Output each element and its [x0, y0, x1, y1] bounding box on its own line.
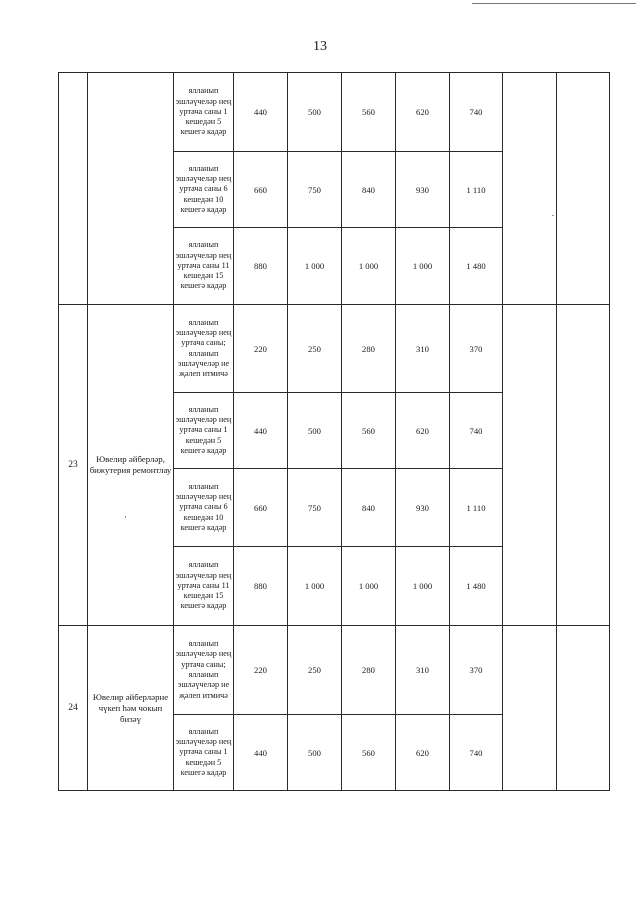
scan-top-rule: [472, 3, 636, 4]
tariff-value-cell: 1 110: [450, 469, 503, 547]
table-body: [59, 73, 610, 791]
condition-cell: ялланып эшләүчеләр нең уртача саны 6 кешедән 10 кешегә кадәр: [174, 152, 234, 228]
tariff-value-cell: 560: [342, 73, 396, 152]
condition-cell: ялланып эшләүчеләр нең уртача саны; ялланып эшләүчеләр не җәлеп итмичә: [174, 305, 234, 393]
tariff-value-cell: 250: [288, 626, 342, 715]
tariff-value-cell: 560: [342, 715, 396, 791]
table-row: [59, 305, 610, 393]
tariff-value-cell: 880: [234, 547, 288, 626]
tariff-value-cell: 310: [396, 626, 450, 715]
empty-cell: [557, 305, 610, 626]
table-row: [59, 73, 610, 152]
tariff-value-cell: 930: [396, 152, 450, 228]
tariff-value-cell: 840: [342, 152, 396, 228]
row-number-cell: [59, 73, 88, 305]
condition-cell: ялланып эшләүчеләр нең уртача саны 6 кешедән 10 кешегә кадәр: [174, 469, 234, 547]
tariff-value-cell: 930: [396, 469, 450, 547]
page-number: 13: [313, 39, 327, 54]
scan-speck: [125, 516, 126, 518]
tariff-value-cell: 740: [450, 715, 503, 791]
tariff-value-cell: 1 000: [342, 228, 396, 305]
tariff-value-cell: 280: [342, 305, 396, 393]
tariff-value-cell: 840: [342, 469, 396, 547]
tariff-value-cell: 280: [342, 626, 396, 715]
empty-cell: [557, 626, 610, 791]
tariff-value-cell: 310: [396, 305, 450, 393]
condition-cell: ялланып эшләүчеләр нең уртача саны 1 кешедән 5 кешегә кадәр: [174, 73, 234, 152]
tariff-value-cell: 370: [450, 626, 503, 715]
service-name-cell: Ювелир әйберләр, бижутерия ремонтлау: [88, 305, 174, 626]
tariff-value-cell: 1 000: [396, 547, 450, 626]
tariff-value-cell: 740: [450, 73, 503, 152]
tariff-value-cell: 440: [234, 393, 288, 469]
condition-cell: ялланып эшләүчеләр нең уртача саны 11 кешедән 15 кешегә кадәр: [174, 547, 234, 626]
tariff-value-cell: 1 480: [450, 228, 503, 305]
condition-cell: ялланып эшләүчеләр нең уртача саны 1 кешедән 5 кешегә кадәр: [174, 715, 234, 791]
tariff-value-cell: 500: [288, 393, 342, 469]
tariff-value-cell: 500: [288, 715, 342, 791]
tariff-value-cell: 1 480: [450, 547, 503, 626]
empty-cell: [503, 305, 557, 626]
tariff-value-cell: 620: [396, 715, 450, 791]
empty-cell: [503, 73, 557, 305]
row-number-cell: 24: [59, 626, 88, 791]
empty-cell: [557, 73, 610, 305]
tariff-value-cell: 1 000: [288, 228, 342, 305]
tariff-value-cell: 660: [234, 469, 288, 547]
condition-cell: ялланып эшләүчеләр нең уртача саны 11 кешедән 15 кешегә кадәр: [174, 228, 234, 305]
tariff-value-cell: 1 000: [288, 547, 342, 626]
scan-speck: [552, 215, 554, 216]
tariff-value-cell: 620: [396, 73, 450, 152]
condition-cell: ялланып эшләүчеләр нең уртача саны 1 кешедән 5 кешегә кадәр: [174, 393, 234, 469]
table-row: [59, 626, 610, 715]
tariff-value-cell: 660: [234, 152, 288, 228]
service-name-cell: [88, 73, 174, 305]
tariff-value-cell: 500: [288, 73, 342, 152]
tariff-table: [58, 72, 610, 791]
tariff-value-cell: 1 000: [342, 547, 396, 626]
tariff-value-cell: 440: [234, 715, 288, 791]
tariff-value-cell: 370: [450, 305, 503, 393]
tariff-value-cell: 250: [288, 305, 342, 393]
tariff-value-cell: 220: [234, 626, 288, 715]
tariff-value-cell: 560: [342, 393, 396, 469]
tariff-value-cell: 880: [234, 228, 288, 305]
tariff-value-cell: 740: [450, 393, 503, 469]
tariff-value-cell: 440: [234, 73, 288, 152]
tariff-value-cell: 620: [396, 393, 450, 469]
tariff-value-cell: 1 110: [450, 152, 503, 228]
service-name-cell: Ювелир әйберләрне чүкеп һәм чокып бизәү: [88, 626, 174, 791]
empty-cell: [503, 626, 557, 791]
tariff-value-cell: 750: [288, 469, 342, 547]
tariff-value-cell: 750: [288, 152, 342, 228]
tariff-value-cell: 1 000: [396, 228, 450, 305]
row-number-cell: 23: [59, 305, 88, 626]
tariff-value-cell: 220: [234, 305, 288, 393]
condition-cell: ялланып эшләүчеләр нең уртача саны; ялланып эшләүчеләр не җәлеп итмичә: [174, 626, 234, 715]
